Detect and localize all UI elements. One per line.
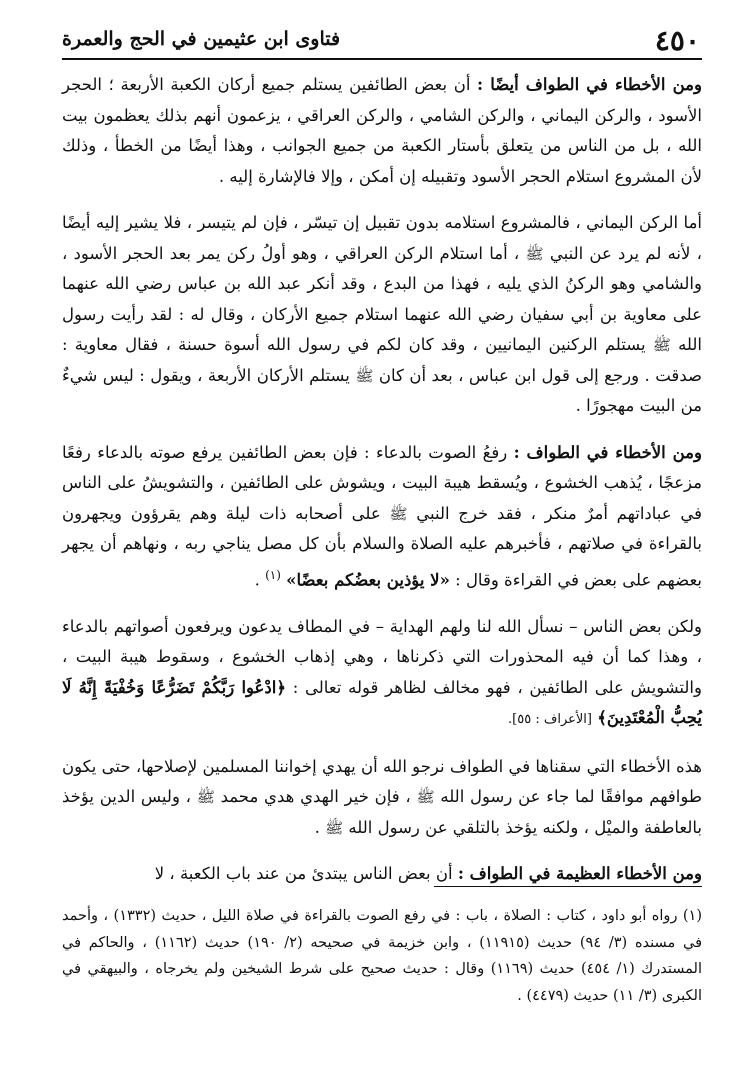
salla-symbol: ﷺ [325,818,344,837]
paragraph-raising-voice: ومن الأخطاء في الطواف : رفعُ الصوت بالدعاء : فإن بعض الطائفين يرفع صوته بالدعاء رفعًا مزعجًا ، يُذهب الخشوع ، ويُسقط هيبة البيت ، ويشوش على الطائفين ، والتشويشُ على الناس في عباداتهم أمرٌ منكر ، فقد خرج النبي ﷺ على أصحابه ذات ليلة وهم يقرؤون ويجهرون بالقراءة في صلاتهم ، فأخبرهم عليه الصلاة والسلام بأن كل مصل يناجي ربه ، ونهاهم أن يجهر بعضهم على بعض في القراءة وقال : «لا يؤذين بعضُكم بعضًا» $^{(١)}$ . [62,442,702,589]
paragraph-summary [62,752,702,844]
paragraph-text: أن بعض الناس يبتدئ من عند باب الكعبة ، لا [154,864,458,883]
paragraph-great-errors [62,859,702,890]
footnote: (١) رواه أبو داود ، كتاب : الصلاة ، باب : في رفع الصوت بالقراءة في صلاة الليل ، حديث (١٣٣٢) ، وأحمد في مسنده (٣/ ٩٤) حديث (١١٩١٥) ، وابن خزيمة في صحيحه (٢/ ١٩٠) حديث (١١٦٢) ، والحاكم في المستدرك (١/ ٤٥٤) حديث (١١٦٩) وقال : حديث صحيح على شرط الشيخين ولم يخرجاه ، والبيهقي في الكبرى (٣/ ١١) حديث (٤٤٧٩) . [62,908,703,1004]
hadith-quote: «لا يؤذين بعضُكم بعضًا» [286,570,450,589]
paragraph-text: يستلم الأركان الأربعة ، ويقول : ليس شيءٌ من البيت مهجورًا . [62,365,702,415]
surah-reference: [الأعراف : ٥٥]. [508,712,592,727]
salla-symbol: ﷺ [416,788,435,806]
salla-symbol: ﷺ [525,244,544,263]
paragraph-text: ، وليس الدين يؤخذ بالعاطفة والميْل ، ولكنه يؤخذ بالتلقي عن رسول الله [62,787,702,837]
salla-symbol: ﷺ [196,788,215,806]
quran-verse: ﴿ادْعُوا رَبَّكُمْ تَضَرُّعًا وَخُفْيَةً إِنَّهُ لَا يُحِبُّ الْمُعْتَدِينَ﴾ [62,677,702,727]
paragraph-circling-corners [62,70,702,192]
footnote-reference: (١) [265,567,281,582]
book-title: فتاوى ابن عثيمين في الحج والعمرة [62,28,341,50]
salla-symbol: ﷺ [355,366,374,385]
section-lead: ومن الأخطاء في الطواف أيضًا : [477,75,702,94]
paragraph-text: رفعُ الصوت بالدعاء : فإن بعض الطائفين يرفع صوته بالدعاء رفعًا مزعجًا ، يُذهب الخشوع ، ويُسقط هيبة البيت ، ويشوش على الطائفين ، والتشويشُ على الناس في عباداتهم أمرٌ منكر ، فقد خرج النبي [62,442,702,523]
paragraph-text: على أصحابه ذات ليلة وهم يقرؤون ويجهرون بالقراءة في صلاتهم ، فأخبرهم عليه الصلاة والسلام بأن كل مصل يناجي ربه ، ونهاهم أن يجهر بعضهم على بعض في القراءة وقال : [62,503,702,589]
header-divider [62,58,702,60]
main-text [62,70,702,906]
page-header [62,18,702,58]
section-lead: ومن الأخطاء العظيمة في الطواف : [457,864,702,883]
footnote-divider [434,886,702,887]
paragraph-text: يستلم الركنين اليمانيين ، وقد كان لكم في رسول الله أسوة حسنة ، فقال معاوية : صدقت . ورجع إلى قول ابن عباس ، بعد أن كان [62,335,702,385]
paragraph-text: ، فإن خير الهدي هدي محمد [214,787,417,806]
paragraph-people-supplicating [62,612,702,736]
page-number: ٤٥٠ [654,24,700,57]
paragraph-yemeni-corner [62,208,702,422]
paragraph-text: . [314,817,326,837]
paragraph-text: ، أما استلام الركن العراقي ، وهو أولُ ركن يمر بعد الحجر الأسود ، والشامي وهو الركنُ الذي يليه ، فهذا من البدع ، وقد أنكر عبد الله بن عباس رضي الله عنهما على معاوية بن أبي سفيان رضي الله عنهما استلام جميع الأركان ، وقال له : لقد رأيت رسول الله [62,243,702,354]
salla-symbol: ﷺ [389,504,408,523]
salla-symbol: ﷺ [652,336,671,354]
paragraph-text: أما الركن اليماني ، فالمشروع استلامه بدون تقبيل إن تيسّر ، فإن لم يتيسر ، فلا يشير إليه أيضًا ، لأنه لم يرد عن النبي [62,213,702,263]
paragraph-text: أن بعض الطائفين يستلم جميع أركان الكعبة الأربعة ؛ الحجر الأسود ، والركن اليماني ، والركن الشامي ، والركن العراقي ، يزعمون أنهم بذلك يعظمون بيت الله ، بل من الناس من يتعلق بأستار الكعبة من جميع الجوانب ، وهذا أيضًا من الخطأ ، وذلك لأن المشروع استلام الحجر الأسود وتقبيله إن أمكن ، وإلا فالإشارة إليه . [62,75,702,186]
paragraph-text: ولكن بعض الناس – نسأل الله لنا ولهم الهداية – في المطاف يدعون ويرفعون أصواتهم بالدعاء ، وهذا كما أن فيه المحذورات التي ذكرناها ، وهي إذهاب الخشوع ، وسقوط هيبة البيت ، والتشويش على الطائفين ، فهو مخالف لظاهر قوله تعالى : [62,616,702,697]
paragraph-text: هذه الأخطاء التي سقناها في الطواف نرجو الله أن يهدي إخواننا المسلمين لإصلاحها، حتى يكون طوافهم موافقًا لما جاء عن رسول الله [62,756,702,806]
section-lead: ومن الأخطاء في الطواف : [513,442,702,462]
